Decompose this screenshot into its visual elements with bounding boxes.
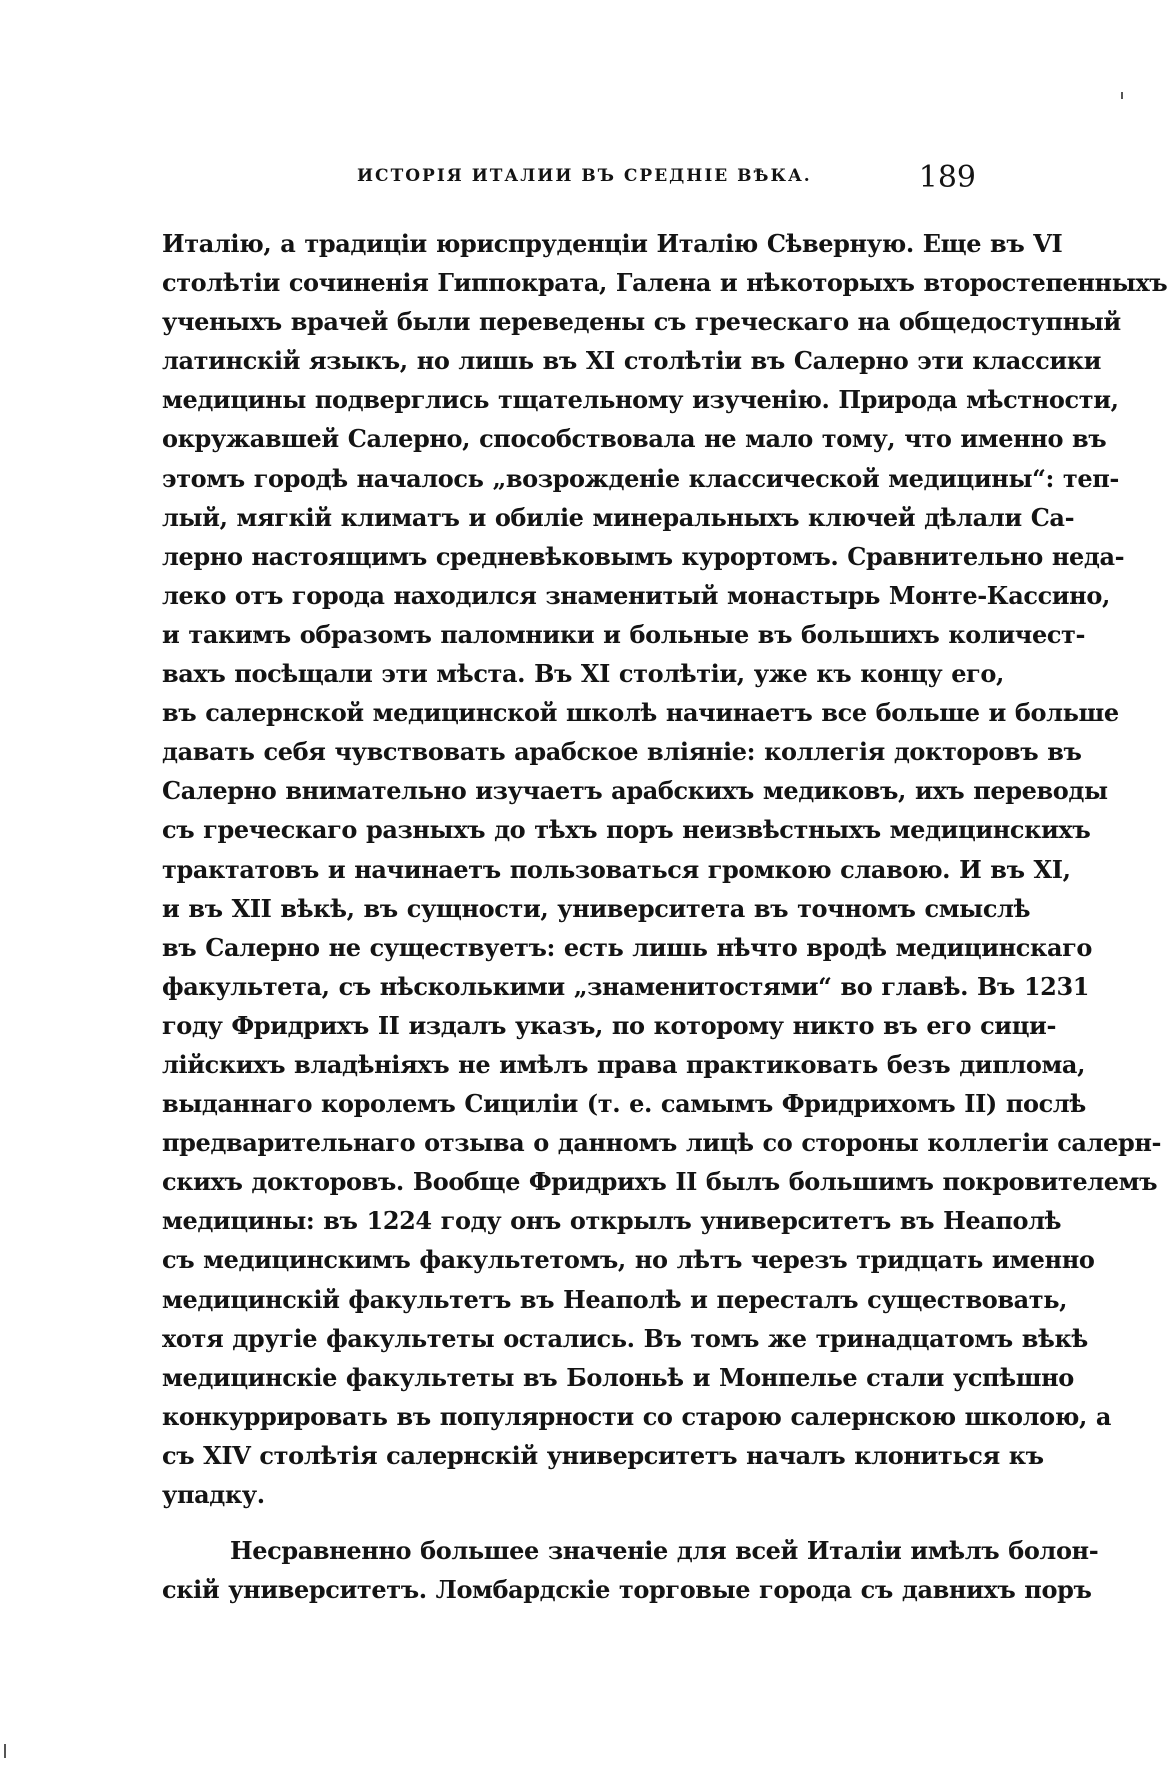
paragraph-1 — [162, 224, 1167, 1514]
text-line: скій университетъ. Ломбардскіе торговые города съ давнихъ поръ — [162, 1575, 1092, 1605]
text-line: съ греческаго разныхъ до тѣхъ поръ неизвѣстныхъ медицинскихъ — [162, 815, 1091, 845]
text-line: съ XIV столѣтія салернскій университетъ началъ клониться къ — [162, 1440, 1044, 1470]
text-line: Несравненно большее значеніе для всей Италіи имѣлъ болон- — [230, 1536, 1099, 1566]
running-header — [162, 160, 978, 196]
text-line: лійскихъ владѣніяхъ не имѣлъ права практиковать безъ диплома, — [162, 1049, 1086, 1079]
text-line: конкуррировать въ популярности со старою салернскою школою, а — [162, 1401, 1112, 1431]
text-line: лый, мягкій климатъ и обиліе минеральныхъ ключей дѣлали Са- — [162, 502, 1075, 532]
text-line: вахъ посѣщали эти мѣста. Въ XI столѣтіи, уже къ концу его, — [162, 659, 1004, 689]
text-line: Италію, а традиціи юриспруденціи Италію Сѣверную. Еще въ VI — [162, 229, 1063, 258]
text-line: и въ XII вѣкѣ, въ сущности, университета въ точномъ смыслѣ — [162, 893, 1031, 923]
text-line: медицины подверглись тщательному изученію. Природа мѣстности, — [162, 385, 1119, 415]
text-line: упадку. — [162, 1480, 265, 1509]
page-number: 189 — [918, 160, 976, 195]
text-line: давать себя чувствовать арабское вліяніе: коллегія докторовъ въ — [162, 737, 1082, 767]
paragraph-2 — [162, 1531, 1099, 1609]
text-line: медицинскій факультетъ въ Неаполѣ и пересталъ существовать, — [162, 1284, 1068, 1314]
text-line: съ медицинскимъ факультетомъ, но лѣтъ черезъ тридцать именно — [162, 1245, 1095, 1275]
text-line: и такимъ образомъ паломники и больные въ большихъ количест- — [162, 619, 1086, 649]
text-line: медицинскіе факультеты въ Болоньѣ и Монпелье стали успѣшно — [162, 1362, 1074, 1392]
text-line: въ салернской медицинской школѣ начинаетъ все больше и больше — [162, 698, 1119, 728]
text-line: выданнаго королемъ Сициліи (т. е. самымъ Фридрихомъ II) послѣ — [162, 1089, 1086, 1119]
text-line: скихъ докторовъ. Вообще Фридрихъ II былъ большимъ покровителемъ — [162, 1167, 1158, 1197]
text-line: хотя другіе факультеты остались. Въ томъ же тринадцатомъ вѣкѣ — [162, 1323, 1088, 1353]
text-line: лерно настоящимъ средневѣковымъ курортомъ. Сравнительно неда- — [162, 541, 1125, 571]
text-line: трактатовъ и начинаетъ пользоваться громкою славою. И въ XI, — [162, 854, 1071, 884]
text-line: въ Салерно не существуетъ: есть лишь нѣчто вродѣ медицинскаго — [162, 932, 1093, 962]
text-line: столѣтіи сочиненія Гиппократа, Галена и нѣкоторыхъ второстепенныхъ — [162, 268, 1167, 298]
paragraph-gap — [162, 1514, 978, 1531]
text-line: факультета, съ нѣсколькими „знаменитостями“ во главѣ. Въ 1231 — [162, 971, 1090, 1001]
body-text — [162, 224, 1167, 1609]
text-line: леко отъ города находился знаменитый монастырь Монте-Кассино, — [162, 580, 1110, 610]
text-line: году Фридрихъ II издалъ указъ, по которому никто въ его сици- — [162, 1010, 1057, 1040]
text-line: медицины: въ 1224 году онъ открылъ университетъ въ Неаполѣ — [162, 1206, 1062, 1236]
text-line: этомъ городѣ началось „возрожденіе классической медицины“: теп- — [162, 463, 1119, 493]
text-line: окружавшей Салерно, способствовала не мало тому, что именно въ — [162, 424, 1107, 454]
scan-mark — [1121, 92, 1123, 99]
running-title: ИСТОРІЯ ИТАЛИИ ВЪ СРЕДНІЕ ВѢКА. — [357, 166, 812, 186]
text-line: ученыхъ врачей были переведены съ греческаго на общедоступный — [162, 307, 1121, 337]
text-line: Салерно внимательно изучаетъ арабскихъ медиковъ, ихъ переводы — [162, 776, 1108, 806]
text-line: латинскій языкъ, но лишь въ XI столѣтіи въ Салерно эти классики — [162, 346, 1102, 376]
text-line: предварительнаго отзыва о данномъ лицѣ со стороны коллегіи салерн- — [162, 1128, 1162, 1158]
scan-mark — [4, 1744, 6, 1758]
